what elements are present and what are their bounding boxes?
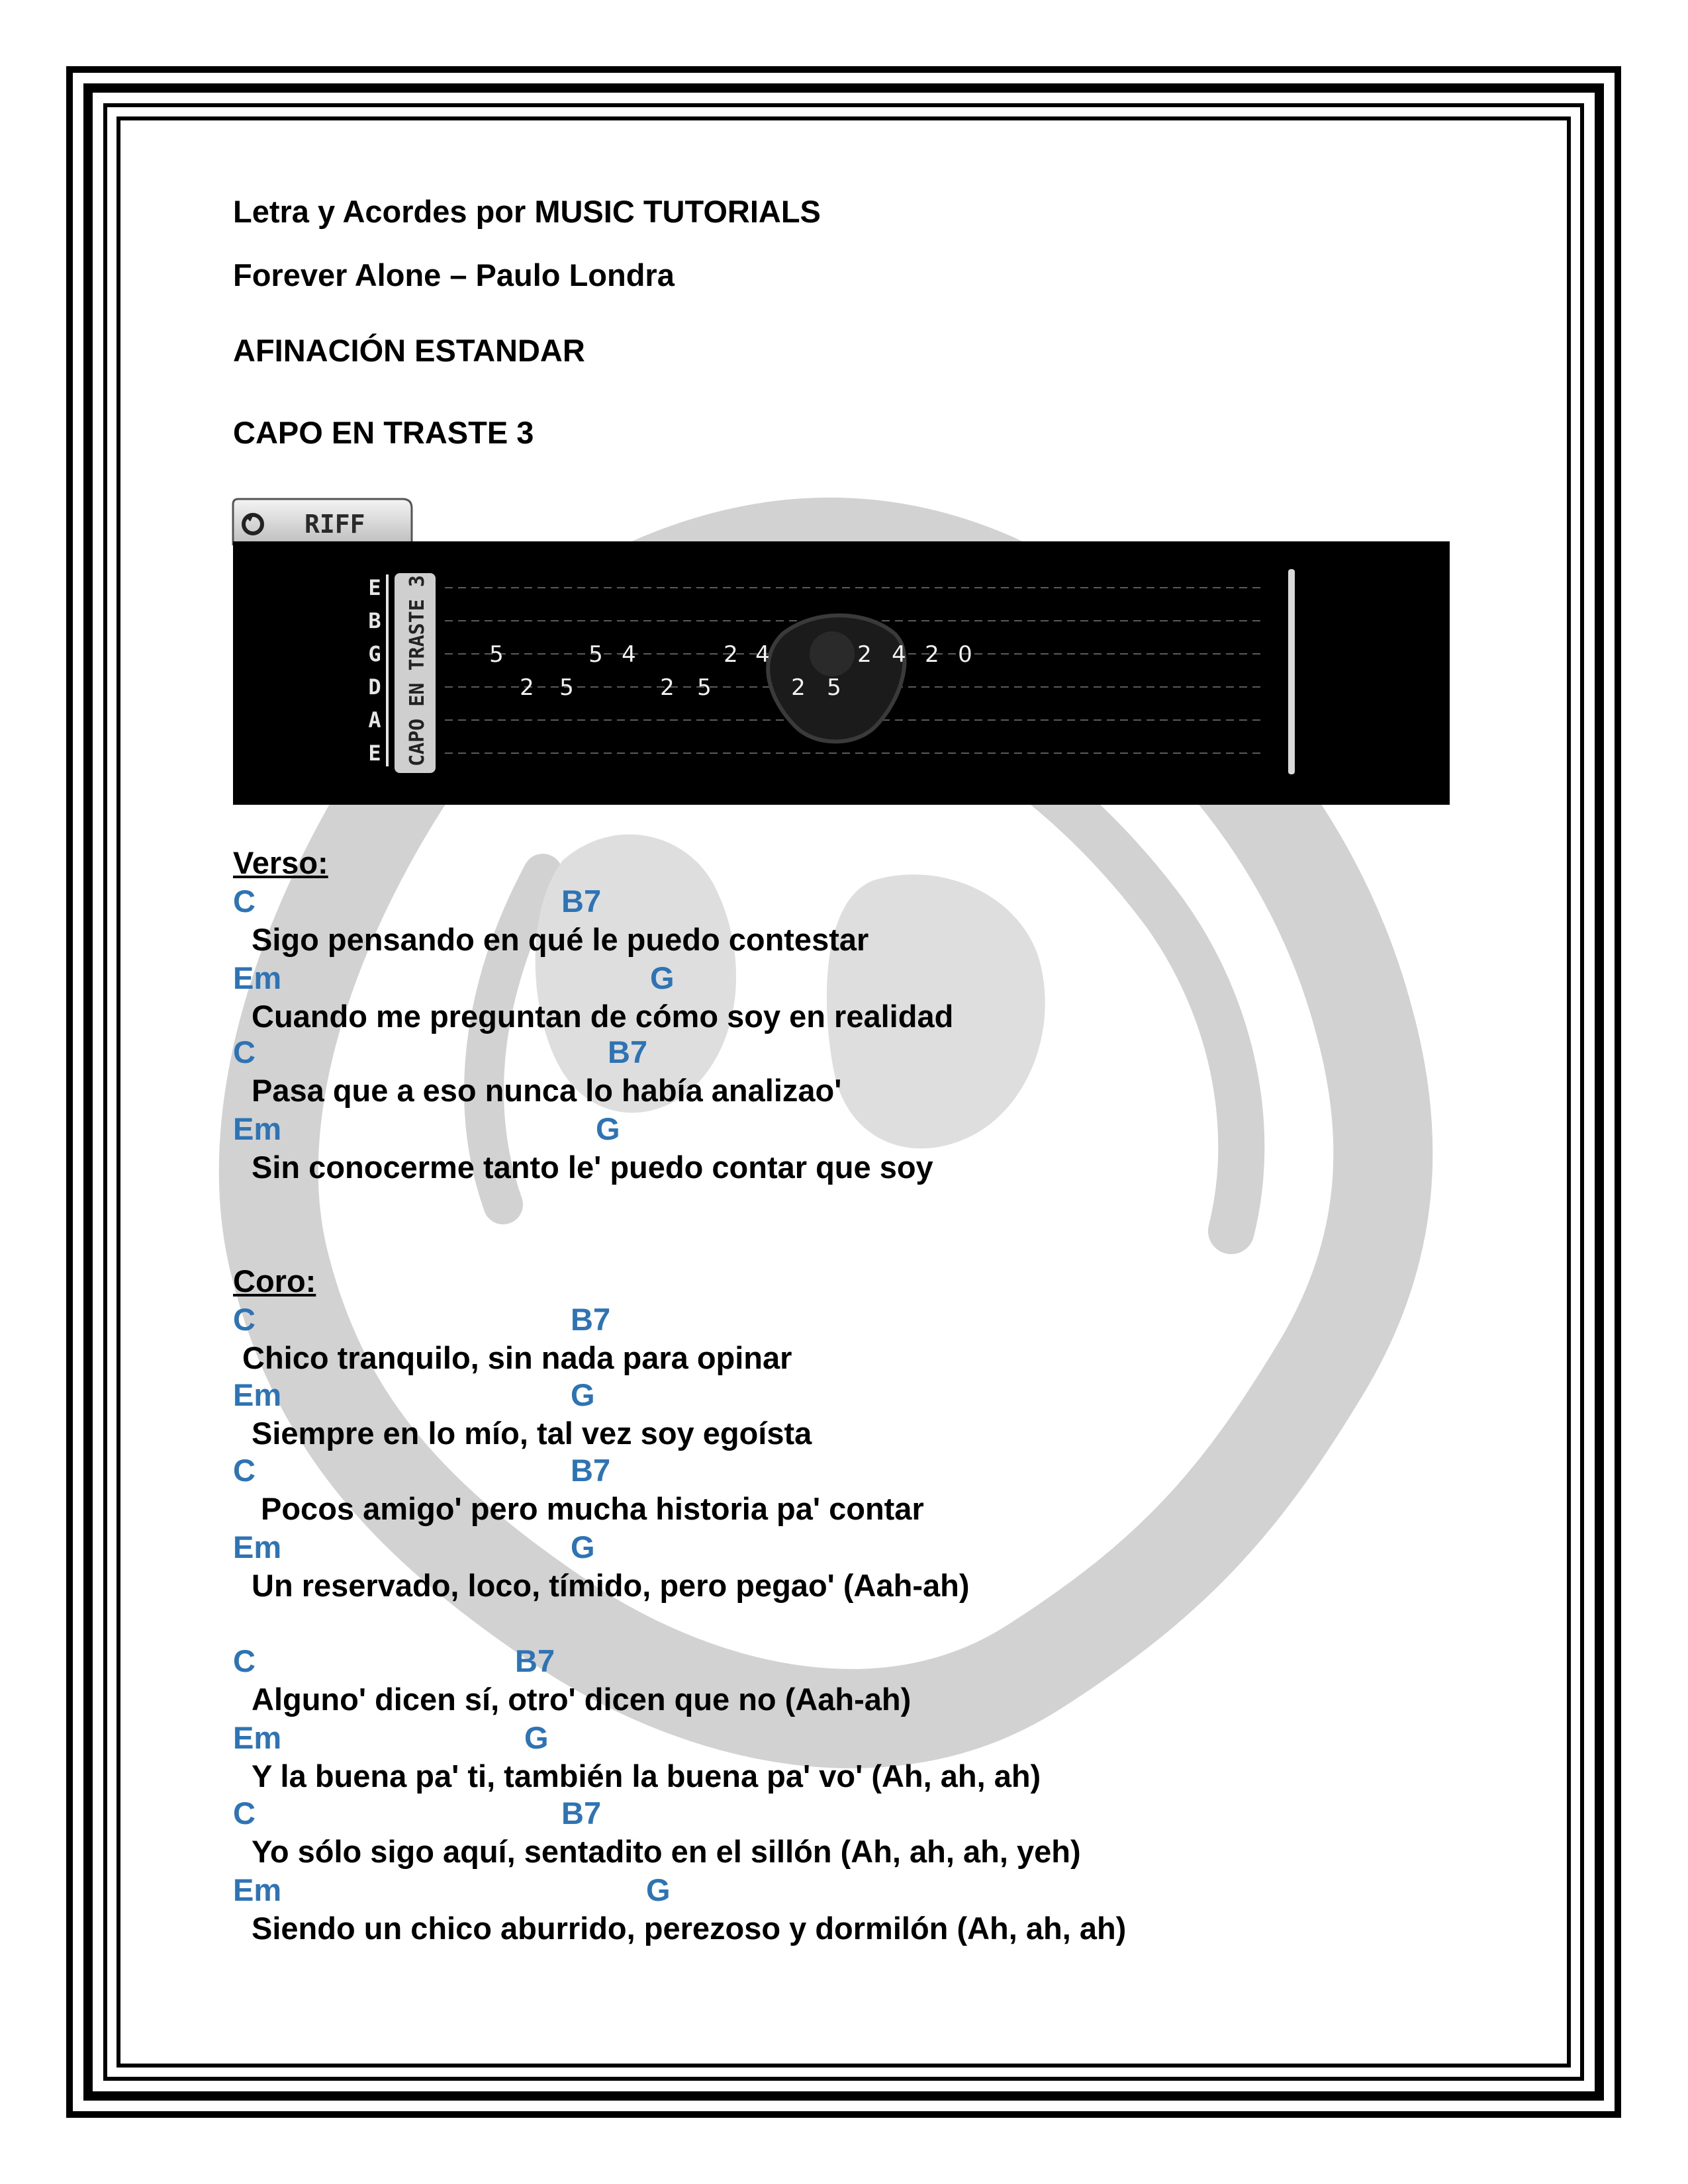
fret-number: 2 <box>660 674 675 701</box>
chord: C <box>233 1453 256 1488</box>
fret-number: 4 <box>622 641 636 668</box>
chord: G <box>650 960 675 995</box>
coro-title: Coro: <box>233 1263 316 1298</box>
lyric-line: Alguno' dicen sí, otro' dicen que no (Aah-ah) <box>252 1682 912 1717</box>
string-name: E <box>368 741 381 766</box>
fret-number: 5 <box>559 674 574 701</box>
riff-underline <box>233 801 1450 805</box>
lyric-line: Chico tranquilo, sin nada para opinar <box>242 1340 792 1375</box>
fret-number: 5 <box>697 674 712 701</box>
lyric-line: Cuando me preguntan de cómo soy en realidad <box>252 999 954 1034</box>
chord: B7 <box>571 1453 611 1488</box>
chord: C <box>233 1796 256 1831</box>
string-name: A <box>368 707 381 733</box>
capo-line: CAPO EN TRASTE 3 <box>233 415 534 450</box>
riff-label: RIFF <box>305 510 365 539</box>
fret-number: 2 <box>925 641 939 668</box>
fret-number: 2 <box>520 674 534 701</box>
chord: B7 <box>561 1796 602 1831</box>
capo-badge-label: CAPO EN TRASTE 3 <box>406 575 429 766</box>
chord: Em <box>233 960 282 995</box>
riff-end-bar <box>1288 569 1295 774</box>
chord: C <box>233 1034 256 1069</box>
fret-number: 2 <box>724 641 738 668</box>
fret-number: 2 <box>791 674 806 701</box>
chord: Em <box>233 1111 282 1146</box>
chord: Em <box>233 1377 282 1412</box>
lyric-line: Sigo pensando en qué le puedo contestar <box>252 922 869 957</box>
lyric-line: Sin conocerme tanto le' puedo contar que soy <box>252 1150 933 1185</box>
fret-number: 4 <box>755 641 770 668</box>
fret-number: 0 <box>958 641 972 668</box>
chord: Em <box>233 1872 282 1907</box>
chord: Em <box>233 1720 282 1755</box>
verso-title: Verso: <box>233 845 328 880</box>
chord: G <box>571 1377 595 1412</box>
fret-number: 5 <box>588 641 603 668</box>
chord: C <box>233 1643 256 1678</box>
string-name: G <box>368 641 381 666</box>
string-name: E <box>368 575 381 600</box>
lyric-line: Pasa que a eso nunca lo había analizao' <box>252 1073 842 1108</box>
lyric-line: Siendo un chico aburrido, perezoso y dormilón (Ah, ah, ah) <box>252 1911 1127 1946</box>
lyric-line: Un reservado, loco, tímido, pero pegao' (Aah-ah) <box>252 1568 970 1603</box>
chord: C <box>233 1302 256 1337</box>
credit-line: Letra y Acordes por MUSIC TUTORIALS <box>233 194 821 229</box>
chord: B7 <box>561 884 602 919</box>
string-name: B <box>368 608 381 633</box>
string-name: D <box>368 674 381 700</box>
fret-number: 4 <box>892 641 906 668</box>
chord: B7 <box>571 1302 611 1337</box>
chord: G <box>646 1872 671 1907</box>
fret-number: 5 <box>827 674 841 701</box>
fret-number: 5 <box>489 641 504 668</box>
chord: G <box>571 1529 595 1565</box>
chord: B7 <box>608 1034 648 1069</box>
lyric-line: Y la buena pa' ti, también la buena pa' vo' (Ah, ah, ah) <box>252 1758 1041 1794</box>
chord: Em <box>233 1529 282 1565</box>
riff-panel <box>233 541 1450 801</box>
tuning-line: AFINACIÓN ESTANDAR <box>233 333 585 368</box>
chord: C <box>233 884 256 919</box>
chord: G <box>596 1111 620 1146</box>
song-title: Forever Alone – Paulo Londra <box>233 257 675 293</box>
chord: B7 <box>515 1643 555 1678</box>
lyric-line: Siempre en lo mío, tal vez soy egoísta <box>252 1416 812 1451</box>
chord: G <box>524 1720 549 1755</box>
riff-tab <box>232 498 414 545</box>
lyric-line: Pocos amigo' pero mucha historia pa' contar <box>261 1491 924 1526</box>
lyric-line: Yo sólo sigo aquí, sentadito en el sillón (Ah, ah, ah, yeh) <box>252 1834 1081 1869</box>
fret-number: 2 <box>857 641 872 668</box>
riff-tablature <box>233 541 1450 801</box>
